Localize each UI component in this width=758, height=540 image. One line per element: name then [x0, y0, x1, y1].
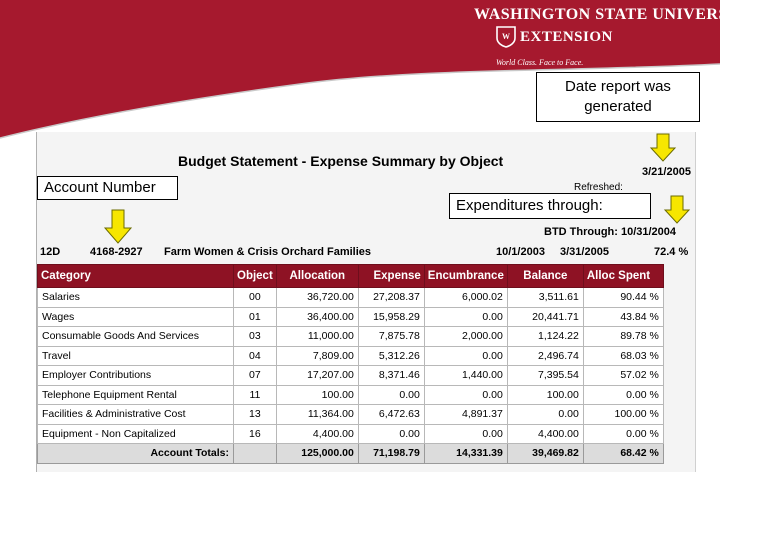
start-date: 10/1/2003 [496, 246, 545, 258]
cell-object: 11 [234, 385, 277, 405]
totals-object-cell [234, 444, 277, 464]
cell-object: 07 [234, 366, 277, 386]
totals-balance: 39,469.82 [507, 444, 583, 464]
cell-balance: 3,511.61 [507, 288, 583, 308]
brand-tagline: World Class. Face to Face. [496, 58, 584, 67]
cell-encumbrance: 0.00 [424, 385, 507, 405]
table-row [38, 366, 664, 386]
totals-label: Account Totals: [38, 444, 234, 464]
account-number: 4168-2927 [90, 246, 143, 258]
wsu-cougar-logo-icon [496, 26, 516, 48]
col-header-allocation: Allocation [276, 265, 358, 288]
table-row [38, 385, 664, 405]
totals-alloc-spent: 68.42 % [583, 444, 663, 464]
callout-date-generated: Date report was generated [536, 72, 700, 122]
cell-expense: 0.00 [358, 385, 424, 405]
cell-category: Facilities & Administrative Cost [38, 405, 234, 425]
cell-object: 16 [234, 424, 277, 444]
cell-alloc-spent: 0.00 % [583, 385, 663, 405]
cell-allocation: 11,000.00 [276, 327, 358, 347]
brand-unit: EXTENSION [520, 28, 613, 45]
cell-alloc-spent: 0.00 % [583, 424, 663, 444]
cell-object: 13 [234, 405, 277, 425]
table-row [38, 327, 664, 347]
table-header-row [38, 265, 664, 288]
account-name: Farm Women & Crisis Orchard Families [164, 246, 372, 258]
cell-balance: 7,395.54 [507, 366, 583, 386]
cell-alloc-spent: 90.44 % [583, 288, 663, 308]
cell-alloc-spent: 57.02 % [583, 366, 663, 386]
brand-university: WASHINGTON STATE UNIVERSITY [474, 6, 758, 23]
cell-alloc-spent: 68.03 % [583, 346, 663, 366]
cell-encumbrance: 4,891.37 [424, 405, 507, 425]
cell-category: Travel [38, 346, 234, 366]
arrow-down-icon [650, 134, 676, 162]
cell-allocation: 11,364.00 [276, 405, 358, 425]
table-row [38, 346, 664, 366]
cell-expense: 8,371.46 [358, 366, 424, 386]
report-date: 3/21/2005 [642, 166, 691, 178]
expense-summary-table [37, 264, 664, 464]
pct-elapsed: 72.4 % [654, 246, 689, 258]
cell-balance: 100.00 [507, 385, 583, 405]
cell-category: Equipment - Non Capitalized [38, 424, 234, 444]
cell-category: Employer Contributions [38, 366, 234, 386]
cell-expense: 7,875.78 [358, 327, 424, 347]
cell-alloc-spent: 100.00 % [583, 405, 663, 425]
col-header-category: Category [38, 265, 234, 288]
cell-expense: 27,208.37 [358, 288, 424, 308]
cell-balance: 4,400.00 [507, 424, 583, 444]
table-row [38, 405, 664, 425]
cell-category: Wages [38, 307, 234, 327]
org-code: 12D [40, 246, 61, 258]
cell-balance: 1,124.22 [507, 327, 583, 347]
cell-encumbrance: 2,000.00 [424, 327, 507, 347]
cell-allocation: 100.00 [276, 385, 358, 405]
col-header-balance: Balance [507, 265, 583, 288]
cell-expense: 5,312.26 [358, 346, 424, 366]
col-header-object: Object [234, 265, 277, 288]
totals-expense: 71,198.79 [358, 444, 424, 464]
table-row [38, 424, 664, 444]
table-row [38, 307, 664, 327]
cell-allocation: 36,400.00 [276, 307, 358, 327]
totals-allocation: 125,000.00 [276, 444, 358, 464]
cell-object: 01 [234, 307, 277, 327]
cell-encumbrance: 1,440.00 [424, 366, 507, 386]
cell-expense: 6,472.63 [358, 405, 424, 425]
cell-category: Telephone Equipment Rental [38, 385, 234, 405]
cell-balance: 2,496.74 [507, 346, 583, 366]
end-date: 3/31/2005 [560, 246, 609, 258]
cell-allocation: 36,720.00 [276, 288, 358, 308]
cell-object: 04 [234, 346, 277, 366]
cell-object: 03 [234, 327, 277, 347]
cell-alloc-spent: 43.84 % [583, 307, 663, 327]
col-header-encumbrance: Encumbrance [424, 265, 507, 288]
table-row [38, 288, 664, 308]
totals-encumbrance: 14,331.39 [424, 444, 507, 464]
cell-allocation: 4,400.00 [276, 424, 358, 444]
report-title: Budget Statement - Expense Summary by Object [178, 153, 504, 169]
brand-block [474, 6, 758, 48]
cell-allocation: 17,207.00 [276, 366, 358, 386]
totals-row [38, 444, 664, 464]
cell-category: Salaries [38, 288, 234, 308]
cell-category: Consumable Goods And Services [38, 327, 234, 347]
cell-encumbrance: 0.00 [424, 346, 507, 366]
cell-encumbrance: 0.00 [424, 424, 507, 444]
cell-object: 00 [234, 288, 277, 308]
arrow-down-icon [664, 196, 690, 224]
cell-expense: 0.00 [358, 424, 424, 444]
cell-alloc-spent: 89.78 % [583, 327, 663, 347]
cell-balance: 20,441.71 [507, 307, 583, 327]
callout-expenditures-through: Expenditures through: [449, 193, 651, 219]
svg-text:W: W [502, 32, 510, 41]
col-header-expense: Expense [358, 265, 424, 288]
cell-encumbrance: 6,000.02 [424, 288, 507, 308]
callout-account-number: Account Number [37, 176, 178, 200]
col-header-alloc-spent: Alloc Spent [583, 265, 663, 288]
refreshed-label: Refreshed: [574, 182, 623, 193]
cell-encumbrance: 0.00 [424, 307, 507, 327]
btd-through: BTD Through: 10/31/2004 [544, 226, 677, 238]
arrow-down-icon [104, 210, 132, 244]
cell-expense: 15,958.29 [358, 307, 424, 327]
cell-balance: 0.00 [507, 405, 583, 425]
cell-allocation: 7,809.00 [276, 346, 358, 366]
